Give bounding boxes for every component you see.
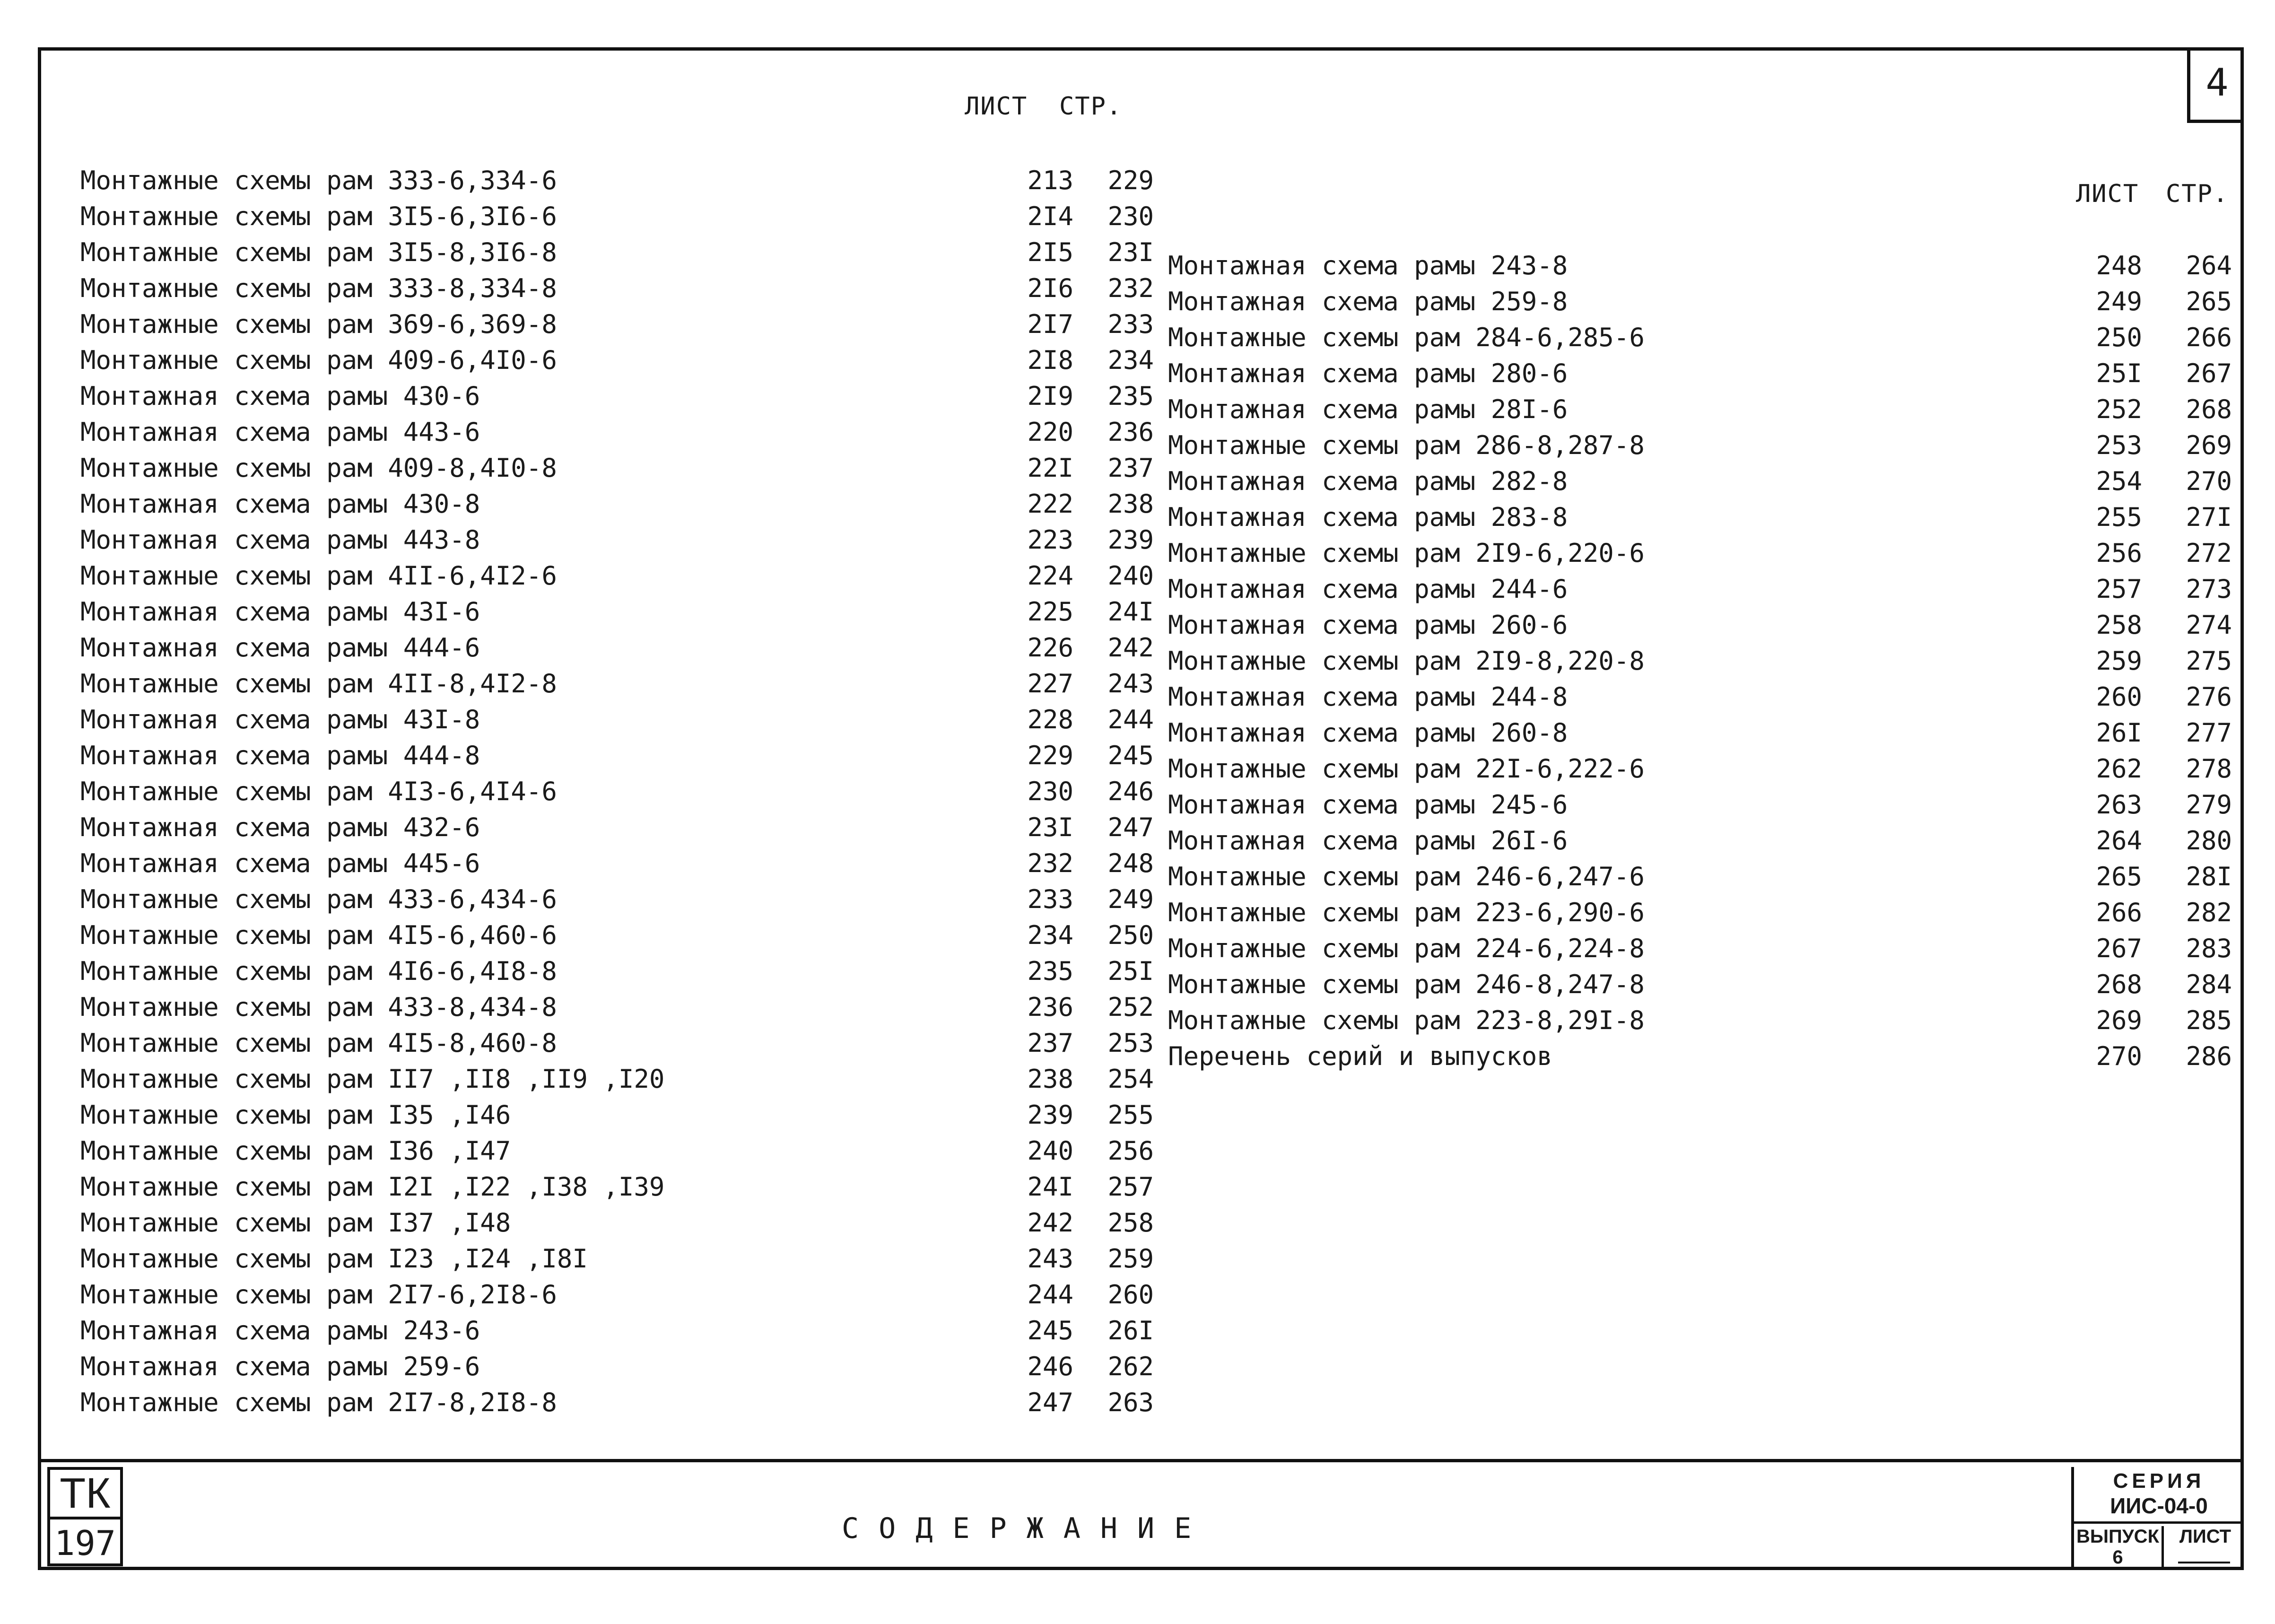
entry-page-number: 277 [2186, 718, 2232, 748]
entry-sheet-number: 26I [2096, 718, 2142, 748]
entry-sheet-number: 242 [1027, 1208, 1073, 1238]
entry-page-number: 257 [1107, 1172, 1154, 1202]
entry-title: Монтажные схемы рам 2I9-6,220-6 [1168, 538, 1645, 568]
entry-sheet-number: 213 [1027, 166, 1073, 195]
entry-sheet-number: 263 [2096, 790, 2142, 820]
entry-sheet-number: 224 [1027, 561, 1073, 591]
entry-sheet-number: 249 [2096, 287, 2142, 316]
entry-page-number: 278 [2186, 754, 2232, 784]
series-code: ИИС-04-0 [2074, 1493, 2244, 1524]
right-contents-list [1168, 251, 2232, 1097]
left-contents-list [80, 166, 1154, 1423]
entry-page-number: 248 [1107, 848, 1154, 878]
document-title: СОДЕРЖАНИЕ [842, 1512, 1212, 1545]
entry-page-number: 245 [1107, 741, 1154, 770]
entry-title: Монтажная схема рамы 444-8 [80, 741, 480, 770]
entry-sheet-number: 256 [2096, 538, 2142, 568]
entry-title: Монтажные схемы рам 284-6,285-6 [1168, 323, 1645, 352]
entry-title: Монтажные схемы рам 433-6,434-6 [80, 884, 557, 914]
entry-title: Монтажные схемы рам 223-6,290-6 [1168, 898, 1645, 927]
entry-page-number: 274 [2186, 610, 2232, 640]
entry-page-number: 272 [2186, 538, 2232, 568]
entry-page-number: 258 [1107, 1208, 1154, 1238]
entry-sheet-number: 226 [1027, 633, 1073, 663]
right-header-page: СТР. [2166, 180, 2229, 208]
entry-page-number: 270 [2186, 466, 2232, 496]
entry-sheet-number: 258 [2096, 610, 2142, 640]
entry-title: Монтажные схемы рам 224-6,224-8 [1168, 934, 1645, 963]
entry-title: Монтажные схемы рам 2I7-8,2I8-8 [80, 1388, 557, 1417]
entry-title: Монтажные схемы рам I36 ,I47 [80, 1136, 511, 1166]
entry-sheet-number: 235 [1027, 956, 1073, 986]
entry-page-number: 237 [1107, 453, 1154, 483]
entry-sheet-number: 240 [1027, 1136, 1073, 1166]
entry-page-number: 235 [1107, 381, 1154, 411]
entry-title: Монтажная схема рамы 259-8 [1168, 287, 1568, 316]
entry-page-number: 246 [1107, 777, 1154, 806]
entry-page-number: 282 [2186, 898, 2232, 927]
sheet-number: 4 [2187, 47, 2244, 123]
left-header-list: ЛИСТ [965, 92, 1028, 121]
entry-sheet-number: 220 [1027, 417, 1073, 447]
entry-sheet-number: 2I9 [1027, 381, 1073, 411]
entry-title: Монтажные схемы рам 2I7-6,2I8-6 [80, 1280, 557, 1310]
entry-title: Монтажные схемы рам 4II-8,4I2-8 [80, 669, 557, 698]
entry-page-number: 26I [1107, 1316, 1154, 1345]
entry-title: Монтажные схемы рам 286-8,287-8 [1168, 430, 1645, 460]
entry-title: Монтажные схемы рам 4II-6,4I2-6 [80, 561, 557, 591]
entry-title: Монтажные схемы рам 223-8,29I-8 [1168, 1005, 1645, 1035]
entry-title: Монтажная схема рамы 443-8 [80, 525, 480, 555]
entry-title: Перечень серий и выпусков [1168, 1041, 1552, 1071]
entry-page-number: 285 [2186, 1005, 2232, 1035]
entry-title: Монтажные схемы рам I37 ,I48 [80, 1208, 511, 1238]
entry-sheet-number: 2I5 [1027, 237, 1073, 267]
entry-sheet-number: 222 [1027, 489, 1073, 519]
entry-sheet-number: 253 [2096, 430, 2142, 460]
entry-title: Монтажные схемы рам 4I5-8,460-8 [80, 1028, 557, 1058]
entry-sheet-number: 270 [2096, 1041, 2142, 1071]
entry-title: Монтажные схемы рам 246-6,247-6 [1168, 862, 1645, 891]
entry-sheet-number: 245 [1027, 1316, 1073, 1345]
entry-page-number: 263 [1107, 1388, 1154, 1417]
entry-sheet-number: 2I4 [1027, 201, 1073, 231]
title-block [38, 1459, 2244, 1570]
entry-sheet-number: 234 [1027, 920, 1073, 950]
entry-sheet-number: 23I [1027, 812, 1073, 842]
entry-sheet-number: 246 [1027, 1352, 1073, 1381]
entry-sheet-number: 24I [1027, 1172, 1073, 1202]
entry-sheet-number: 237 [1027, 1028, 1073, 1058]
entry-page-number: 24I [1107, 597, 1154, 627]
entry-page-number: 273 [2186, 574, 2232, 604]
entry-title: Монтажная схема рамы 243-6 [80, 1316, 480, 1345]
series-label: СЕРИЯ [2113, 1469, 2205, 1493]
entry-page-number: 284 [2186, 969, 2232, 999]
entry-page-number: 280 [2186, 826, 2232, 856]
entry-title: Монтажные схемы рам 22I-6,222-6 [1168, 754, 1645, 784]
entry-title: Монтажные схемы рам 3I5-8,3I6-8 [80, 237, 557, 267]
entry-page-number: 276 [2186, 682, 2232, 712]
left-header-page: СТР. [1059, 92, 1123, 121]
entry-title: Монтажная схема рамы 244-8 [1168, 682, 1568, 712]
entry-sheet-number: 2I6 [1027, 273, 1073, 303]
entry-page-number: 259 [1107, 1244, 1154, 1274]
entry-page-number: 255 [1107, 1100, 1154, 1130]
entry-sheet-number: 260 [2096, 682, 2142, 712]
entry-title: Монтажные схемы рам I2I ,I22 ,I38 ,I39 [80, 1172, 665, 1202]
entry-title: Монтажные схемы рам 333-8,334-8 [80, 273, 557, 303]
entry-page-number: 27I [2186, 502, 2232, 532]
entry-title: Монтажные схемы рам 4I6-6,4I8-8 [80, 956, 557, 986]
entry-page-number: 262 [1107, 1352, 1154, 1381]
entry-title: Монтажная схема рамы 259-6 [80, 1352, 480, 1381]
entry-sheet-number: 247 [1027, 1388, 1073, 1417]
sheet-value-line [2178, 1562, 2230, 1563]
entry-page-number: 240 [1107, 561, 1154, 591]
entry-title: Монтажные схемы рам 409-8,4I0-8 [80, 453, 557, 483]
entry-page-number: 265 [2186, 287, 2232, 316]
entry-sheet-number: 2I8 [1027, 345, 1073, 375]
entry-sheet-number: 267 [2096, 934, 2142, 963]
entry-page-number: 266 [2186, 323, 2232, 352]
entry-title: Монтажные схемы рам 4I3-6,4I4-6 [80, 777, 557, 806]
entry-page-number: 243 [1107, 669, 1154, 698]
entry-sheet-number: 2I7 [1027, 309, 1073, 339]
entry-sheet-number: 268 [2096, 969, 2142, 999]
entry-page-number: 253 [1107, 1028, 1154, 1058]
entry-sheet-number: 262 [2096, 754, 2142, 784]
entry-title: Монтажная схема рамы 444-6 [80, 633, 480, 663]
entry-page-number: 286 [2186, 1041, 2232, 1071]
entry-sheet-number: 259 [2096, 646, 2142, 676]
entry-title: Монтажная схема рамы 260-6 [1168, 610, 1568, 640]
entry-title: Монтажные схемы рам 246-8,247-8 [1168, 969, 1645, 999]
entry-title: Монтажная схема рамы 283-8 [1168, 502, 1568, 532]
entry-sheet-number: 227 [1027, 669, 1073, 698]
entry-title: Монтажные схемы рам 369-6,369-8 [80, 309, 557, 339]
entry-page-number: 238 [1107, 489, 1154, 519]
entry-title: Монтажные схемы рам II7 ,II8 ,II9 ,I20 [80, 1064, 665, 1094]
entry-title: Монтажные схемы рам 333-6,334-6 [80, 166, 557, 195]
entry-page-number: 267 [2186, 358, 2232, 388]
entry-page-number: 229 [1107, 166, 1154, 195]
entry-title: Монтажная схема рамы 445-6 [80, 848, 480, 878]
entry-sheet-number: 22I [1027, 453, 1073, 483]
entry-title: Монтажная схема рамы 245-6 [1168, 790, 1568, 820]
entry-sheet-number: 264 [2096, 826, 2142, 856]
entry-page-number: 239 [1107, 525, 1154, 555]
entry-sheet-number: 225 [1027, 597, 1073, 627]
entry-sheet-number: 257 [2096, 574, 2142, 604]
entry-title: Монтажная схема рамы 260-8 [1168, 718, 1568, 748]
entry-page-number: 247 [1107, 812, 1154, 842]
entry-sheet-number: 248 [2096, 251, 2142, 280]
entry-sheet-number: 223 [1027, 525, 1073, 555]
entry-sheet-number: 254 [2096, 466, 2142, 496]
entry-sheet-number: 244 [1027, 1280, 1073, 1310]
entry-title: Монтажная схема рамы 43I-8 [80, 705, 480, 734]
tk-box [47, 1467, 123, 1566]
entry-title: Монтажная схема рамы 244-6 [1168, 574, 1568, 604]
entry-title: Монтажная схема рамы 432-6 [80, 812, 480, 842]
issue-label: ВЫПУСК [2076, 1526, 2159, 1547]
entry-page-number: 252 [1107, 992, 1154, 1022]
entry-page-number: 264 [2186, 251, 2232, 280]
entry-title: Монтажная схема рамы 28I-6 [1168, 394, 1568, 424]
entry-title: Монтажная схема рамы 26I-6 [1168, 826, 1568, 856]
entry-page-number: 256 [1107, 1136, 1154, 1166]
entry-sheet-number: 266 [2096, 898, 2142, 927]
entry-sheet-number: 269 [2096, 1005, 2142, 1035]
entry-title: Монтажная схема рамы 430-6 [80, 381, 480, 411]
entry-page-number: 260 [1107, 1280, 1154, 1310]
entry-title: Монтажная схема рамы 243-8 [1168, 251, 1568, 280]
entry-page-number: 242 [1107, 633, 1154, 663]
entry-page-number: 269 [2186, 430, 2232, 460]
entry-page-number: 28I [2186, 862, 2232, 891]
entry-sheet-number: 25I [2096, 358, 2142, 388]
entry-page-number: 230 [1107, 201, 1154, 231]
entry-page-number: 236 [1107, 417, 1154, 447]
entry-sheet-number: 229 [1027, 741, 1073, 770]
entry-page-number: 268 [2186, 394, 2232, 424]
series-box [2071, 1467, 2244, 1570]
entry-page-number: 233 [1107, 309, 1154, 339]
entry-sheet-number: 232 [1027, 848, 1073, 878]
entry-page-number: 283 [2186, 934, 2232, 963]
entry-title: Монтажная схема рамы 430-8 [80, 489, 480, 519]
entry-page-number: 250 [1107, 920, 1154, 950]
entry-title: Монтажные схемы рам 4I5-6,460-6 [80, 920, 557, 950]
entry-page-number: 254 [1107, 1064, 1154, 1094]
entry-title: Монтажная схема рамы 43I-6 [80, 597, 480, 627]
entry-sheet-number: 252 [2096, 394, 2142, 424]
entry-sheet-number: 265 [2096, 862, 2142, 891]
entry-sheet-number: 250 [2096, 323, 2142, 352]
entry-title: Монтажные схемы рам 409-6,4I0-6 [80, 345, 557, 375]
entry-sheet-number: 230 [1027, 777, 1073, 806]
entry-title: Монтажные схемы рам 3I5-6,3I6-6 [80, 201, 557, 231]
entry-title: Монтажные схемы рам I35 ,I46 [80, 1100, 511, 1130]
entry-page-number: 244 [1107, 705, 1154, 734]
entry-page-number: 23I [1107, 237, 1154, 267]
sheet-cell [2164, 1526, 2247, 1570]
entry-sheet-number: 255 [2096, 502, 2142, 532]
entry-title: Монтажная схема рамы 443-6 [80, 417, 480, 447]
right-header-list: ЛИСТ [2076, 180, 2139, 208]
entry-page-number: 249 [1107, 884, 1154, 914]
entry-title: Монтажная схема рамы 282-8 [1168, 466, 1568, 496]
entry-sheet-number: 239 [1027, 1100, 1073, 1130]
entry-title: Монтажные схемы рам 433-8,434-8 [80, 992, 557, 1022]
entry-page-number: 25I [1107, 956, 1154, 986]
tk-number: 197 [54, 1523, 116, 1563]
issue-cell [2074, 1526, 2164, 1570]
entry-sheet-number: 243 [1027, 1244, 1073, 1274]
entry-title: Монтажные схемы рам I23 ,I24 ,I8I [80, 1244, 588, 1274]
entry-sheet-number: 238 [1027, 1064, 1073, 1094]
entry-page-number: 232 [1107, 273, 1154, 303]
entry-title: Монтажная схема рамы 280-6 [1168, 358, 1568, 388]
entry-sheet-number: 228 [1027, 705, 1073, 734]
sheet-label: ЛИСТ [2179, 1526, 2231, 1547]
entry-page-number: 234 [1107, 345, 1154, 375]
entry-page-number: 279 [2186, 790, 2232, 820]
entry-page-number: 275 [2186, 646, 2232, 676]
entry-sheet-number: 233 [1027, 884, 1073, 914]
entry-sheet-number: 236 [1027, 992, 1073, 1022]
tk-label: ТК [50, 1470, 120, 1519]
issue-value: 6 [2112, 1547, 2123, 1568]
entry-title: Монтажные схемы рам 2I9-8,220-8 [1168, 646, 1645, 676]
